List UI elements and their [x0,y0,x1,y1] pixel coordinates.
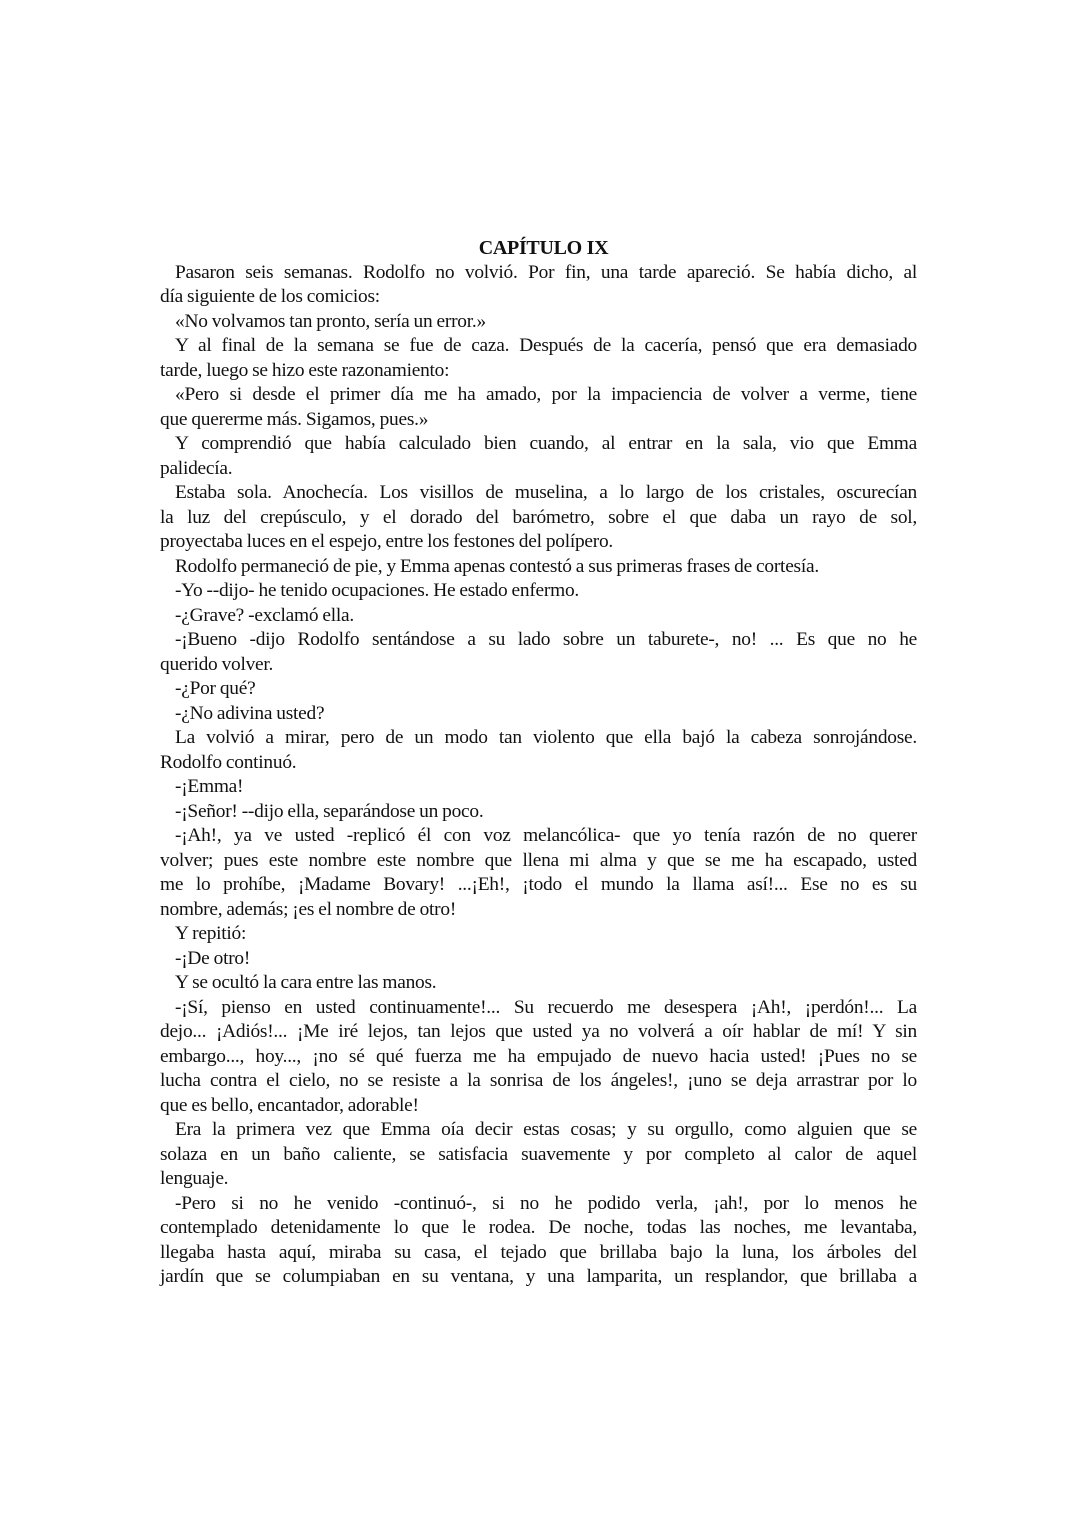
text-line: -¿Grave? -exclamó ella. [175,604,354,626]
text-line: que es bello, encantador, adorable! [160,1094,419,1116]
text-line: tarde, luego se hizo este razonamiento: [160,359,450,381]
text-line: Pasaron seis semanas. Rodolfo no volvió. Por fin, una tarde apareció. Se había dicho, al [175,261,917,283]
text-line: -Pero si no he venido -continuó-, si no he podido verla, ¡ah!, por lo menos he [175,1192,917,1214]
text-line: dejo... ¡Adiós!... ¡Me iré lejos, tan lejos que usted ya no volverá a oír hablar de mí! Y sin [160,1021,917,1042]
text-line: -¡Ah!, ya ve usted -replicó él con voz melancólica- que yo tenía razón de no querer [175,825,917,846]
text-line: Rodolfo continuó. [160,751,297,773]
text-line: embargo..., hoy..., ¡no sé qué fuerza me ha empujado de nuevo hacia usted! ¡Pues no se [160,1045,917,1067]
text-line: Y se ocultó la cara entre las manos. [175,972,437,993]
text-line: «No volvamos tan pronto, sería un error.» [175,310,486,332]
text-line: jardín que se columpiaban en su ventana, y una lamparita, un resplandor, que brillaba a [160,1266,917,1287]
text-line: me lo prohíbe, ¡Madame Bovary! ...¡Eh!, ¡todo el mundo la llama así!... Ese no es su [160,874,917,895]
text-line: Rodolfo permaneció de pie, y Emma apenas contestó a sus primeras frases de cortesía. [175,555,819,577]
text-line: la luz del crepúsculo, y el dorado del barómetro, sobre el que daba un rayo de sol, [160,506,917,528]
document-page [160,236,917,1290]
text-line: nombre, además; ¡es el nombre de otro! [160,898,457,920]
paragraph [160,334,917,383]
paragraph [160,1118,917,1192]
text-line: -¡Sí, pienso en usted continuamente!... Su recuerdo me desespera ¡Ah!, ¡perdón!... La [175,996,917,1018]
paragraph [160,702,917,727]
paragraph [160,824,917,922]
paragraph [160,1192,917,1290]
text-line: lucha contra el cielo, no se resiste a la sonrisa de los ángeles!, ¡uno se deja arrastrar por lo [160,1070,917,1091]
paragraph [160,800,917,825]
paragraph [160,579,917,604]
text-line: -¡Señor! --dijo ella, separándose un poco. [175,800,484,822]
text-line: palidecía. [160,457,233,479]
paragraph [160,971,917,996]
text-line: volver; pues este nombre este nombre que llena mi alma y que se me ha escapado, usted [160,849,917,871]
text-line: -¡Emma! [175,776,244,797]
text-line: Era la primera vez que Emma oía decir estas cosas; y su orgullo, como alguien que se [175,1119,917,1140]
chapter-title: CAPÍTULO IX [478,237,609,259]
paragraph [160,604,917,629]
text-line: querido volver. [160,653,274,675]
text-line: contemplado detenidamente lo que le rodea. De noche, todas las noches, me levantaba, [160,1217,917,1238]
text-line: -Yo --dijo- he tenido ocupaciones. He estado enfermo. [175,580,579,601]
paragraph [160,726,917,775]
paragraph [160,775,917,800]
text-line: «Pero si desde el primer día me ha amado, por la impaciencia de volver a verme, tiene [175,384,917,405]
text-line: llegaba hasta aquí, miraba su casa, el tejado que brillaba bajo la luna, los árboles del [160,1241,917,1263]
paragraph [160,628,917,677]
text-line: -¡De otro! [175,947,251,969]
text-line: lenguaje. [160,1168,229,1189]
text-line: Y comprendió que había calculado bien cuando, al entrar en la sala, vio que Emma [175,433,917,454]
paragraph [160,947,917,972]
paragraph [160,432,917,481]
text-line: -¿Por qué? [175,678,256,699]
paragraph [160,555,917,580]
text-line: Y al final de la semana se fue de caza. Después de la cacería, pensó que era demasiado [175,335,917,356]
text-line: La volvió a mirar, pero de un modo tan violento que ella bajó la cabeza sonrojándose. [175,727,917,748]
text-line: proyectaba luces en el espejo, entre los festones del polípero. [160,531,614,552]
chapter-body [160,261,917,1290]
paragraph [160,481,917,555]
paragraph [160,261,917,310]
text-line: día siguiente de los comicios: [160,286,380,307]
paragraph [160,310,917,335]
text-line: Y repitió: [175,923,247,944]
text-line: Estaba sola. Anochecía. Los visillos de muselina, a lo largo de los cristales, oscurecían [175,482,917,503]
paragraph [160,677,917,702]
text-line: que quererme más. Sigamos, pues.» [160,408,429,430]
paragraph [160,996,917,1119]
text-line: -¿No adivina usted? [175,702,325,724]
paragraph [160,383,917,432]
text-line: solaza en un baño caliente, se satisfacia suavemente y por completo al calor de aquel [160,1143,917,1165]
text-line: -¡Bueno -dijo Rodolfo sentándose a su lado sobre un taburete-, no! ... Es que no he [175,629,917,650]
paragraph [160,922,917,947]
